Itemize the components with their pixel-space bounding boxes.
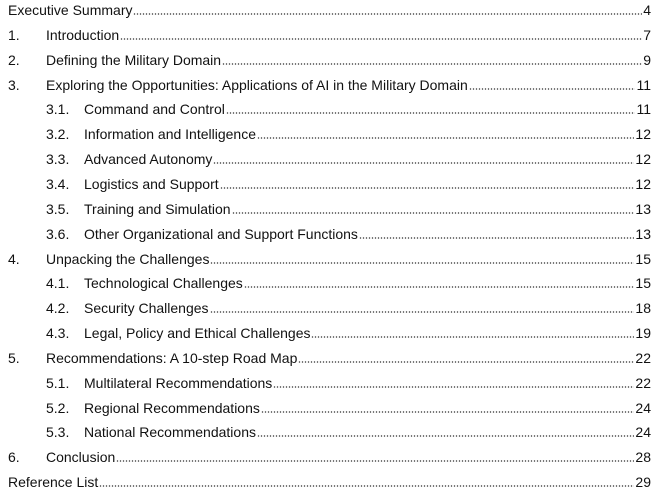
toc-entry-number: 5.2. — [46, 399, 70, 416]
toc-entry[interactable] — [0, 149, 661, 169]
toc-entry-page[interactable]: 12 — [635, 151, 651, 168]
toc-entry-line — [84, 124, 651, 144]
toc-entry-number: 3.2. — [46, 126, 70, 143]
toc-entry-title[interactable]: Logistics and Support — [84, 175, 219, 192]
toc-entry[interactable] — [0, 348, 661, 368]
toc-entry-line — [8, 0, 651, 20]
toc-entry[interactable] — [0, 422, 661, 442]
toc-entry-number: 3.1. — [46, 101, 70, 118]
toc-entry-line — [46, 447, 651, 467]
dot-leader — [220, 187, 635, 189]
toc-entry-page[interactable]: 13 — [635, 225, 651, 242]
toc-entry-title[interactable]: Information and Intelligence — [84, 126, 256, 143]
toc-entry-line — [84, 224, 651, 244]
toc-entry-title[interactable]: Security Challenges — [84, 300, 209, 317]
toc-entry-title[interactable]: Legal, Policy and Ethical Challenges — [84, 325, 311, 342]
toc-entry-page[interactable]: 11 — [636, 101, 651, 118]
toc-entry-number: 3.4. — [46, 175, 70, 192]
toc-entry-page[interactable]: 15 — [635, 275, 651, 292]
toc-entry-line — [46, 25, 651, 45]
toc-entry-page[interactable]: 12 — [635, 175, 651, 192]
toc-entry-title[interactable]: Multilateral Recommendations — [84, 374, 273, 391]
toc-entry-number: 5.1. — [46, 374, 70, 391]
toc-entry-line — [84, 398, 651, 418]
toc-entry-title[interactable]: Introduction — [46, 26, 120, 43]
toc-entry[interactable] — [0, 124, 661, 144]
toc-entry-number: 1. — [8, 26, 20, 43]
toc-entry-page[interactable]: 13 — [635, 200, 651, 217]
toc-entry[interactable] — [0, 373, 661, 393]
dot-leader — [99, 485, 634, 487]
toc-entry-page[interactable]: 22 — [635, 374, 651, 391]
dot-leader — [273, 386, 634, 388]
toc-entry[interactable] — [0, 0, 661, 20]
toc-entry-title[interactable]: Unpacking the Challenges — [46, 250, 210, 267]
dot-leader — [116, 460, 634, 462]
dot-leader — [359, 237, 634, 239]
toc-entry[interactable] — [0, 50, 661, 70]
toc-entry-line — [84, 323, 651, 343]
toc-entry-page[interactable]: 9 — [643, 51, 651, 68]
toc-entry[interactable] — [0, 75, 661, 95]
toc-entry-number: 3.3. — [46, 151, 70, 168]
dot-leader — [226, 112, 636, 114]
toc-entry-line — [84, 273, 651, 293]
toc-entry-page[interactable]: 24 — [635, 424, 651, 441]
dot-leader — [210, 311, 635, 313]
toc-entry[interactable] — [0, 25, 661, 45]
toc-entry-page[interactable]: 15 — [635, 250, 651, 267]
toc-entry-number: 3.6. — [46, 225, 70, 242]
toc-entry-title[interactable]: Advanced Autonomy — [84, 151, 213, 168]
toc-entry[interactable] — [0, 472, 661, 492]
toc-entry-title[interactable]: Defining the Military Domain — [46, 51, 222, 68]
toc-entry-title[interactable]: Technological Challenges — [84, 275, 243, 292]
toc-entry-page[interactable]: 4 — [643, 2, 651, 18]
toc-entry-number: 4. — [8, 250, 20, 267]
dot-leader — [261, 411, 635, 413]
toc-entry-page[interactable]: 11 — [636, 76, 651, 93]
toc-entry-page[interactable]: 7 — [643, 26, 651, 43]
toc-entry-number: 2. — [8, 51, 20, 68]
toc-entry[interactable] — [0, 199, 661, 219]
toc-entry-line — [46, 50, 651, 70]
toc-entry-title[interactable]: Training and Simulation — [84, 200, 231, 217]
toc-entry-title[interactable]: Command and Control — [84, 101, 225, 118]
dot-leader — [210, 262, 634, 264]
dot-leader — [257, 435, 634, 437]
toc-entry-title[interactable]: National Recommendations — [84, 424, 256, 441]
toc-entry-title[interactable]: Conclusion — [46, 449, 116, 466]
toc-entry-title[interactable]: Regional Recommendations — [84, 399, 260, 416]
toc-entry[interactable] — [0, 298, 661, 318]
toc-entry-title[interactable]: Recommendations: A 10-step Road Map — [46, 349, 298, 366]
dot-leader — [232, 212, 635, 214]
toc-entry-line — [84, 149, 651, 169]
dot-leader — [469, 88, 636, 90]
toc-entry-page[interactable]: 24 — [635, 399, 651, 416]
toc-entry-page[interactable]: 19 — [635, 325, 651, 342]
toc-entry-title[interactable]: Exploring the Opportunities: Applications of AI in the Military Domain — [46, 76, 468, 93]
toc-entry[interactable] — [0, 273, 661, 293]
toc-entry-line — [84, 174, 651, 194]
toc-entry-page[interactable]: 28 — [635, 449, 651, 466]
toc-entry-page[interactable]: 12 — [635, 126, 651, 143]
toc-entry-title[interactable]: Executive Summary — [8, 2, 133, 18]
toc-entry[interactable] — [0, 447, 661, 467]
toc-entry-line — [46, 249, 651, 269]
dot-leader — [257, 137, 634, 139]
toc-entry-line — [46, 75, 651, 95]
toc-entry-page[interactable]: 29 — [635, 474, 651, 491]
toc-entry[interactable] — [0, 174, 661, 194]
toc-entry-number: 4.2. — [46, 300, 70, 317]
toc-entry-page[interactable]: 22 — [635, 349, 651, 366]
toc-entry-number: 3. — [8, 76, 20, 93]
dot-leader — [213, 162, 634, 164]
toc-entry-number: 5. — [8, 349, 20, 366]
toc-entry-title[interactable]: Reference List — [8, 474, 99, 491]
toc-entry-line — [84, 99, 651, 119]
toc-entry-number: 4.1. — [46, 275, 70, 292]
toc-entry-line — [8, 472, 651, 492]
toc-entry-number: 5.3. — [46, 424, 70, 441]
toc-entry-title[interactable]: Other Organizational and Support Functions — [84, 225, 358, 242]
toc-entry[interactable] — [0, 398, 661, 418]
toc-entry-number: 6. — [8, 449, 20, 466]
dot-leader — [133, 13, 642, 15]
toc-entry[interactable] — [0, 249, 661, 269]
toc-entry-page[interactable]: 18 — [635, 300, 651, 317]
toc-entry-line — [84, 373, 651, 393]
toc-entry-number: 4.3. — [46, 325, 70, 342]
toc-entry[interactable] — [0, 99, 661, 119]
toc-entry-number: 3.5. — [46, 200, 70, 217]
dot-leader — [298, 361, 634, 363]
dot-leader — [120, 38, 642, 40]
toc-entry-line — [46, 348, 651, 368]
toc-entry[interactable] — [0, 323, 661, 343]
toc-entry-line — [84, 422, 651, 442]
dot-leader — [311, 336, 634, 338]
toc-entry-line — [84, 199, 651, 219]
toc-entry[interactable] — [0, 224, 661, 244]
dot-leader — [222, 63, 642, 65]
toc-entry-line — [84, 298, 651, 318]
dot-leader — [244, 286, 635, 288]
